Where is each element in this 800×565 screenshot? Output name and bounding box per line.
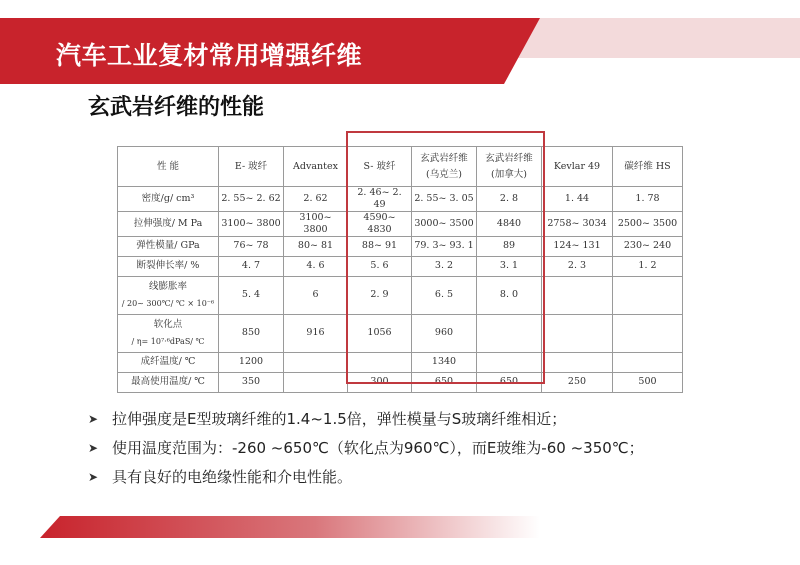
row-label: 弹性模量/ GPa — [118, 236, 219, 256]
cell-kevlar: 2. 3 — [542, 256, 613, 276]
row-label: 最高使用温度/ ℃ — [118, 372, 219, 392]
header-advantex: Advantex — [284, 147, 348, 187]
cell-basalt-canada: 3. 1 — [477, 256, 542, 276]
bullet-list — [88, 404, 788, 491]
row-label: 拉伸强度/ M Pa — [118, 211, 219, 236]
cell-kevlar: 124~ 131 — [542, 236, 613, 256]
cell-basalt-ukraine: 1340 — [412, 352, 477, 372]
cell-advantex: 3100~ 3800 — [284, 211, 348, 236]
bullet-text: 具有良好的电绝缘性能和介电性能。 — [112, 468, 353, 486]
table-row-softening-point — [118, 314, 683, 352]
cell-kevlar: 1. 44 — [542, 187, 613, 212]
cell-advantex: 2. 62 — [284, 187, 348, 212]
cell-carbon: 1. 2 — [613, 256, 683, 276]
cell-advantex: 916 — [284, 314, 348, 352]
cell-advantex: 6 — [284, 276, 348, 314]
cell-advantex: 80~ 81 — [284, 236, 348, 256]
cell-advantex — [284, 352, 348, 372]
cell-kevlar — [542, 352, 613, 372]
list-item — [88, 404, 788, 433]
table-row-thermal-expansion — [118, 276, 683, 314]
cell-basalt-canada — [477, 314, 542, 352]
header-basalt-canada — [477, 147, 542, 187]
cell-e-glass: 76~ 78 — [219, 236, 284, 256]
row-label-line2: / 20~ 300℃/ ℃ × 10⁻⁶ — [121, 298, 215, 308]
row-label — [118, 314, 219, 352]
cell-basalt-ukraine: 6. 5 — [412, 276, 477, 314]
header-e-glass: E- 玻纤 — [219, 147, 284, 187]
header-basalt-ukraine — [412, 147, 477, 187]
cell-basalt-canada: 89 — [477, 236, 542, 256]
cell-basalt-ukraine: 960 — [412, 314, 477, 352]
footer-banner — [0, 514, 800, 546]
properties-table — [117, 146, 683, 393]
cell-e-glass: 850 — [219, 314, 284, 352]
cell-basalt-ukraine: 79. 3~ 93. 1 — [412, 236, 477, 256]
cell-basalt-ukraine: 3. 2 — [412, 256, 477, 276]
cell-s-glass — [348, 352, 412, 372]
row-label: 成纤温度/ ℃ — [118, 352, 219, 372]
header-basalt-canada-line2: (加拿大) — [491, 168, 527, 180]
cell-basalt-canada: 2. 8 — [477, 187, 542, 212]
properties-table-wrapper — [117, 146, 682, 393]
cell-carbon: 2500~ 3500 — [613, 211, 683, 236]
cell-basalt-ukraine: 2. 55~ 3. 05 — [412, 187, 477, 212]
cell-s-glass: 5. 6 — [348, 256, 412, 276]
cell-e-glass: 2. 55~ 2. 62 — [219, 187, 284, 212]
header-kevlar: Kevlar 49 — [542, 147, 613, 187]
header-basalt-ukraine-line1: 玄武岩纤维 — [420, 152, 468, 164]
cell-basalt-canada: 650 — [477, 372, 542, 392]
cell-s-glass: 2. 9 — [348, 276, 412, 314]
table-row-elongation — [118, 256, 683, 276]
cell-basalt-canada: 4840 — [477, 211, 542, 236]
cell-basalt-canada — [477, 352, 542, 372]
cell-kevlar — [542, 276, 613, 314]
cell-e-glass: 350 — [219, 372, 284, 392]
cell-s-glass: 88~ 91 — [348, 236, 412, 256]
list-item — [88, 433, 788, 462]
table-header-row — [118, 147, 683, 187]
arrow-right-icon: ➤ — [88, 440, 99, 455]
cell-s-glass: 4590~ 4830 — [348, 211, 412, 236]
cell-e-glass: 1200 — [219, 352, 284, 372]
cell-carbon: 500 — [613, 372, 683, 392]
header-basalt-ukraine-line2: (乌克兰) — [426, 168, 462, 180]
row-label-line2: / η= 10⁷·⁶dPaS/ ℃ — [131, 336, 205, 346]
table-row-max-temp — [118, 372, 683, 392]
arrow-right-icon: ➤ — [88, 411, 99, 426]
bullet-text: 使用温度范围为：-260 ~650℃（软化点为960℃），而E玻维为-60 ~350℃； — [112, 439, 644, 457]
list-item — [88, 462, 788, 491]
header-carbon: 碳纤维 HS — [613, 147, 683, 187]
cell-advantex — [284, 372, 348, 392]
cell-e-glass: 4. 7 — [219, 256, 284, 276]
cell-e-glass: 5. 4 — [219, 276, 284, 314]
cell-carbon: 1. 78 — [613, 187, 683, 212]
cell-basalt-ukraine: 650 — [412, 372, 477, 392]
cell-carbon — [613, 314, 683, 352]
cell-kevlar: 250 — [542, 372, 613, 392]
row-label: 密度/g/ cm³ — [118, 187, 219, 212]
table-row-tensile-strength — [118, 211, 683, 236]
header-title: 汽车工业复材常用增强纤维 — [56, 41, 363, 70]
cell-carbon — [613, 276, 683, 314]
section-title: 玄武岩纤维的性能 — [88, 95, 265, 120]
cell-kevlar — [542, 314, 613, 352]
row-label — [118, 276, 219, 314]
cell-carbon: 230~ 240 — [613, 236, 683, 256]
cell-advantex: 4. 6 — [284, 256, 348, 276]
table-row-elastic-modulus — [118, 236, 683, 256]
header-basalt-canada-line1: 玄武岩纤维 — [485, 152, 533, 164]
row-label: 断裂伸长率/ % — [118, 256, 219, 276]
cell-e-glass: 3100~ 3800 — [219, 211, 284, 236]
cell-basalt-ukraine: 3000~ 3500 — [412, 211, 477, 236]
cell-s-glass: 300 — [348, 372, 412, 392]
arrow-right-icon: ➤ — [88, 469, 99, 484]
cell-basalt-canada: 8. 0 — [477, 276, 542, 314]
cell-s-glass: 1056 — [348, 314, 412, 352]
cell-carbon — [613, 352, 683, 372]
row-label-line1: 线膨胀率 — [148, 281, 187, 293]
cell-kevlar: 2758~ 3034 — [542, 211, 613, 236]
footer-banner-shape — [0, 514, 800, 542]
table-row-forming-temp — [118, 352, 683, 372]
cell-s-glass: 2. 46~ 2. 49 — [348, 187, 412, 212]
header-s-glass: S- 玻纤 — [348, 147, 412, 187]
bullet-text: 拉伸强度是E型玻璃纤维的1.4~1.5倍，弹性模量与S玻璃纤维相近； — [112, 410, 567, 428]
table-row-density — [118, 187, 683, 212]
row-label-line1: 软化点 — [153, 319, 183, 331]
header-property: 性 能 — [118, 147, 219, 187]
